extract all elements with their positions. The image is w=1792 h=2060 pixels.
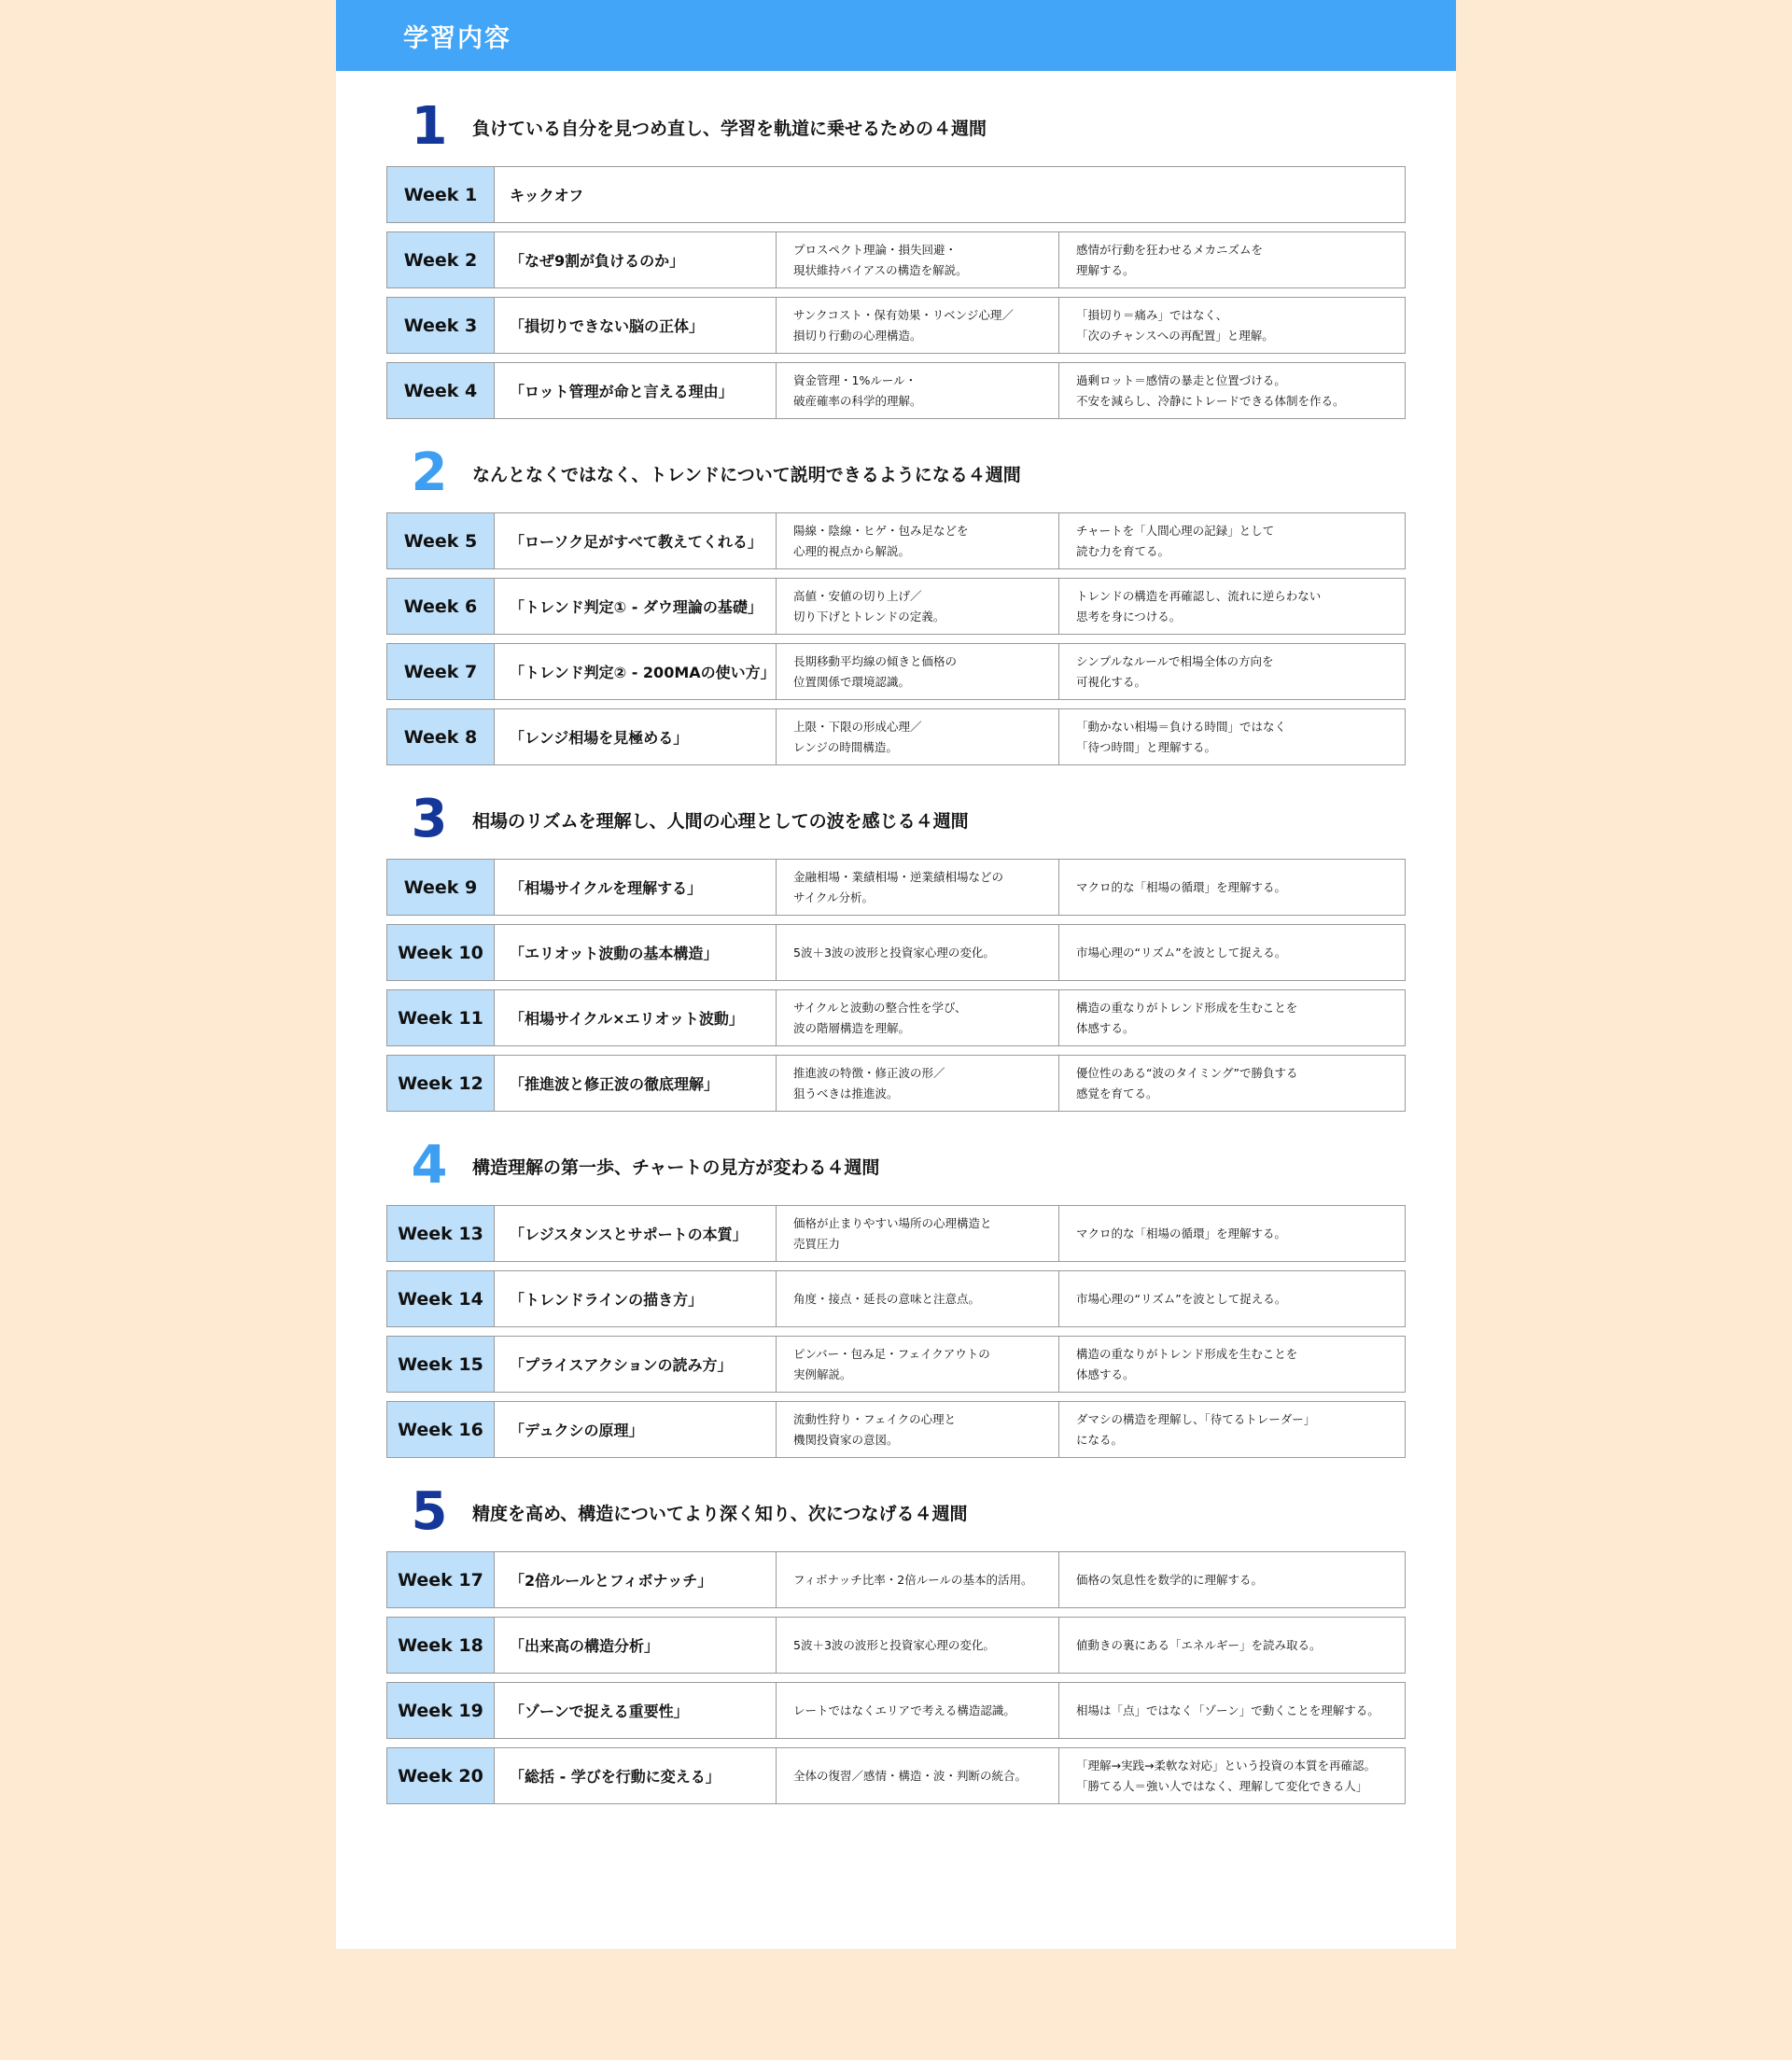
week-description: 価格が止まりやすい場所の心理構造と 売買圧力 <box>777 1206 1059 1261</box>
week-label: Week 5 <box>387 513 495 568</box>
week-label: Week 19 <box>387 1683 495 1738</box>
week-label: Week 4 <box>387 363 495 418</box>
week-label: Week 10 <box>387 925 495 980</box>
section-number: 4 <box>411 1135 448 1196</box>
curriculum-section <box>386 789 1406 1112</box>
week-label: Week 16 <box>387 1402 495 1457</box>
week-title: 「デュクシの原理」 <box>495 1402 777 1457</box>
week-label: Week 15 <box>387 1337 495 1392</box>
week-goal: 値動きの裏にある「エネルギー」を読み取る。 <box>1076 1637 1322 1652</box>
week-goal: 過剰ロット＝感情の暴走と位置づける。 不安を減らし、冷静にトレードできる体制を作る。 <box>1076 372 1345 408</box>
week-row <box>386 1551 1406 1608</box>
week-label: Week 18 <box>387 1618 495 1673</box>
week-label: Week 13 <box>387 1206 495 1261</box>
week-row <box>386 512 1406 569</box>
week-label: Week 11 <box>387 990 495 1045</box>
week-description: レートではなくエリアで考える構造認識。 <box>777 1683 1059 1738</box>
week-label: Week 14 <box>387 1271 495 1326</box>
week-title: 「相場サイクルを理解する」 <box>495 860 777 915</box>
week-row <box>386 708 1406 765</box>
week-goal: 構造の重なりがトレンド形成を生むことを 体感する。 <box>1076 1346 1298 1381</box>
week-description: 資金管理・1%ルール・ 破産確率の科学的理解。 <box>777 363 1059 418</box>
week-goal: ダマシの構造を理解し、「待てるトレーダー」 になる。 <box>1076 1411 1316 1447</box>
week-description: 金融相場・業績相場・逆業績相場などの サイクル分析。 <box>777 860 1059 915</box>
week-goal: シンプルなルールで相場全体の方向を 可視化する。 <box>1076 653 1274 689</box>
week-description: 陽線・陰線・ヒゲ・包み足などを 心理的視点から解説。 <box>777 513 1059 568</box>
week-row <box>386 1682 1406 1739</box>
week-description: 全体の復習／感情・構造・波・判断の統合。 <box>777 1748 1059 1803</box>
week-title: 「レンジ相場を見極める」 <box>495 709 777 764</box>
week-description: ピンバー・包み足・フェイクアウトの 実例解説。 <box>777 1337 1059 1392</box>
sections-container <box>336 96 1456 1804</box>
week-row <box>386 166 1406 223</box>
week-row <box>386 1270 1406 1327</box>
week-goal: 価格の気息性を数学的に理解する。 <box>1076 1572 1264 1587</box>
week-title: 「相場サイクル×エリオット波動」 <box>495 990 777 1045</box>
week-title: 「推進波と修正波の徹底理解」 <box>495 1056 777 1111</box>
week-row <box>386 1401 1406 1458</box>
week-row <box>386 859 1406 916</box>
week-title: 「ゾーンで捉える重要性」 <box>495 1683 777 1738</box>
curriculum-section <box>386 1481 1406 1804</box>
week-label: Week 8 <box>387 709 495 764</box>
week-row <box>386 362 1406 419</box>
curriculum-header <box>336 0 1456 71</box>
week-goal: 「損切り＝痛み」ではなく、 「次のチャンスへの再配置」と理解。 <box>1076 307 1274 343</box>
week-title: 「総括 - 学びを行動に変える」 <box>495 1748 777 1803</box>
section-title: 構造理解の第一歩、チャートの見方が変わる４週間 <box>472 1156 880 1178</box>
section-title: 精度を高め、構造についてより深く知り、次につなげる４週間 <box>472 1503 968 1524</box>
week-goal: マクロ的な「相場の循環」を理解する。 <box>1076 879 1287 894</box>
section-heading <box>386 96 1406 157</box>
section-number: 1 <box>411 96 448 157</box>
week-title: 「なぜ9割が負けるのか」 <box>495 232 777 287</box>
week-title: 「プライスアクションの読み方」 <box>495 1337 777 1392</box>
week-label: Week 17 <box>387 1552 495 1607</box>
section-title: 負けている自分を見つめ直し、学習を軌道に乗せるための４週間 <box>472 118 987 139</box>
section-heading <box>386 1135 1406 1196</box>
curriculum-section <box>386 1135 1406 1458</box>
week-row <box>386 643 1406 700</box>
week-description: フィボナッチ比率・2倍ルールの基本的活用。 <box>777 1552 1059 1607</box>
week-goal: チャートを「人間心理の記録」として 読む力を育てる。 <box>1076 523 1275 558</box>
week-label: Week 1 <box>387 167 495 222</box>
week-label: Week 6 <box>387 579 495 634</box>
week-row <box>386 989 1406 1046</box>
week-goal: 「理解→実践→柔軟な対応」という投資の本質を再確認。 「勝てる人＝強い人ではなく、理解して変化できる人」 <box>1076 1758 1376 1793</box>
week-title: 「エリオット波動の基本構造」 <box>495 925 777 980</box>
curriculum-section <box>386 442 1406 765</box>
week-description: サイクルと波動の整合性を学び、 波の階層構造を理解。 <box>777 990 1059 1045</box>
week-label: Week 2 <box>387 232 495 287</box>
week-row <box>386 1336 1406 1393</box>
section-number: 3 <box>411 789 448 849</box>
week-label: Week 3 <box>387 298 495 353</box>
week-title: 「トレンド判定① - ダウ理論の基礎」 <box>495 579 777 634</box>
week-row <box>386 1055 1406 1112</box>
section-title: なんとなくではなく、トレンドについて説明できるようになる４週間 <box>472 464 1021 485</box>
week-goal: マクロ的な「相場の循環」を理解する。 <box>1076 1226 1287 1240</box>
week-description: 上限・下限の形成心理／ レンジの時間構造。 <box>777 709 1059 764</box>
week-title: 「損切りできない脳の正体」 <box>495 298 777 353</box>
section-number: 5 <box>411 1481 448 1542</box>
week-description: 高値・安値の切り上げ／ 切り下げとトレンドの定義。 <box>777 579 1059 634</box>
week-description: 推進波の特徴・修正波の形／ 狙うべきは推進波。 <box>777 1056 1059 1111</box>
section-heading <box>386 442 1406 503</box>
week-description: 角度・接点・延長の意味と注意点。 <box>777 1271 1059 1326</box>
week-row <box>386 924 1406 981</box>
week-row <box>386 297 1406 354</box>
section-heading <box>386 1481 1406 1542</box>
week-label: Week 7 <box>387 644 495 699</box>
week-goal: 構造の重なりがトレンド形成を生むことを 体感する。 <box>1076 1000 1298 1035</box>
week-row <box>386 1205 1406 1262</box>
week-goal: トレンドの構造を再確認し、流れに逆らわない 思考を身につける。 <box>1076 588 1322 624</box>
week-title: 「レジスタンスとサポートの本質」 <box>495 1206 777 1261</box>
week-title: 「2倍ルールとフィボナッチ」 <box>495 1552 777 1607</box>
week-row <box>386 1747 1406 1804</box>
week-goal: 感情が行動を狂わせるメカニズムを 理解する。 <box>1076 242 1264 277</box>
curriculum-card <box>336 0 1456 1949</box>
week-title: キックオフ <box>510 187 584 204</box>
section-heading <box>386 789 1406 849</box>
week-goal: 市場心理の“リズム”を波として捉える。 <box>1076 945 1287 960</box>
week-row <box>386 231 1406 288</box>
week-title: 「トレンドラインの描き方」 <box>495 1271 777 1326</box>
week-label: Week 9 <box>387 860 495 915</box>
week-goal: 相場は「点」ではなく「ゾーン」で動くことを理解する。 <box>1076 1703 1379 1717</box>
week-title: 「トレンド判定② - 200MAの使い方」 <box>495 644 777 699</box>
week-goal: 市場心理の“リズム”を波として捉える。 <box>1076 1291 1287 1306</box>
section-number: 2 <box>411 442 448 503</box>
week-label: Week 12 <box>387 1056 495 1111</box>
section-title: 相場のリズムを理解し、人間の心理としての波を感じる４週間 <box>472 810 969 832</box>
week-description: プロスペクト理論・損失回避・ 現状維持バイアスの構造を解説。 <box>777 232 1059 287</box>
week-description: 流動性狩り・フェイクの心理と 機関投資家の意図。 <box>777 1402 1059 1457</box>
week-description: 5波＋3波の波形と投資家心理の変化。 <box>777 1618 1059 1673</box>
week-description: サンクコスト・保有効果・リベンジ心理／ 損切り行動の心理構造。 <box>777 298 1059 353</box>
week-goal: 優位性のある“波のタイミング”で勝負する 感覚を育てる。 <box>1076 1065 1298 1100</box>
page-title: 学習内容 <box>403 23 511 53</box>
week-description: 5波＋3波の波形と投資家心理の変化。 <box>777 925 1059 980</box>
week-label: Week 20 <box>387 1748 495 1803</box>
week-title: 「ロット管理が命と言える理由」 <box>495 363 777 418</box>
week-row <box>386 1617 1406 1674</box>
week-row <box>386 578 1406 635</box>
week-title: 「ローソク足がすべて教えてくれる」 <box>495 513 777 568</box>
week-goal: 「動かない相場＝負ける時間」ではなく 「待つ時間」と理解する。 <box>1076 719 1287 754</box>
week-title: 「出来高の構造分析」 <box>495 1618 777 1673</box>
curriculum-section <box>386 96 1406 419</box>
week-description: 長期移動平均線の傾きと価格の 位置関係で環境認識。 <box>777 644 1059 699</box>
